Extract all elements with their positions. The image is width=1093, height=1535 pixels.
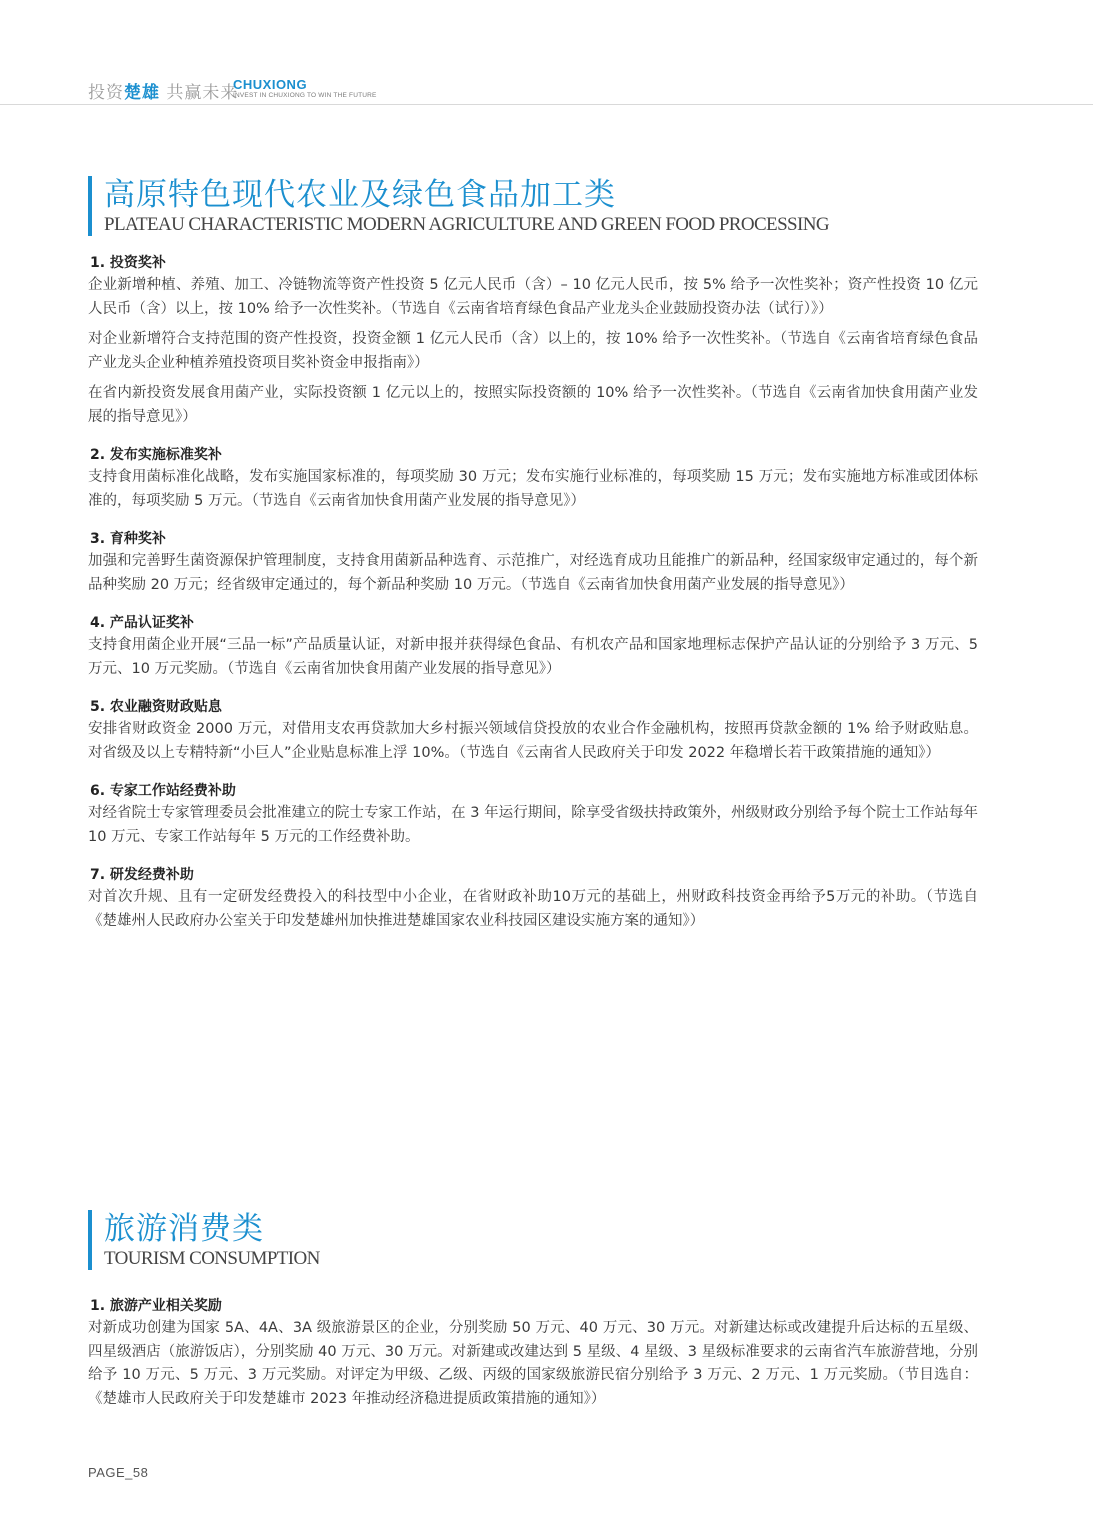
item-paragraph: 对新成功创建为国家 5A、4A、3A 级旅游景区的企业，分别奖励 50 万元、40 万元、30 万元。对新建达标或改建提升后达标的五星级、四星级酒店（旅游饭店），分别奖励 40 万元、30 万元。对新建或改建达到 5 星级、4 星级、3 星级标准要求的云南省汽车旅游营地，分别给予 10 万元、5 万元、3 万元奖励。对评定为甲级、乙级、丙级的国家级旅游民宿分别给予 3 万元、2 万元、1 万元奖励。（节目选自：《楚雄市人民政府关于印发楚雄市 2023 年推动经济稳进提质政策措施的通知》） bbox=[88, 1320, 978, 1407]
section-body-tourism bbox=[88, 1295, 978, 1411]
item-paragraph: 安排省财政资金 2000 万元，对借用支农再贷款加大乡村振兴领域信贷投放的农业合作金融机构，按照再贷款金额的 1% 给予财政贴息。对省级及以上专精特新“小巨人”企业贴息标准上浮 10%。（节选自《云南省人民政府关于印发 2022 年稳增长若干政策措施的通知》） bbox=[88, 721, 978, 761]
section-body-agriculture bbox=[88, 252, 978, 933]
item-heading: 7. 研发经费补助 bbox=[90, 867, 194, 883]
brand-tagline-en: INVEST IN CHUXIONG TO WIN THE FUTURE bbox=[233, 92, 377, 99]
item-paragraph: 在省内新投资发展食用菌产业，实际投资额 1 亿元以上的，按照实际投资额的 10% 给予一次性奖补。（节选自《云南省加快食用菌产业发展的指导意见》） bbox=[88, 385, 978, 425]
item-paragraph: 对企业新增符合支持范围的资产性投资，投资金额 1 亿元人民币（含）以上的，按 10% 给予一次性奖补。（节选自《云南省培育绿色食品产业龙头企业种植养殖投资项目奖补资金申报指南》） bbox=[88, 331, 978, 371]
section-title-en: PLATEAU CHARACTERISTIC MODERN AGRICULTURE AND GREEN FOOD PROCESSING bbox=[104, 214, 829, 235]
brand-slogan-part-1: 投资 bbox=[88, 83, 124, 103]
item-heading: 5. 农业融资财政贴息 bbox=[90, 699, 222, 715]
brand-slogan-part-2: 楚雄 bbox=[124, 83, 160, 103]
page-number: PAGE_58 bbox=[88, 1465, 149, 1480]
item-heading: 3. 育种奖补 bbox=[90, 531, 166, 547]
brand-slogan-cn bbox=[88, 78, 238, 103]
item-heading: 6. 专家工作站经费补助 bbox=[90, 783, 236, 799]
item-heading: 4. 产品认证奖补 bbox=[90, 615, 194, 631]
section-title-cn: 旅游消费类 bbox=[104, 1211, 264, 1247]
section-title-cn: 高原特色现代农业及绿色食品加工类 bbox=[104, 177, 616, 213]
item-paragraph: 对经省院士专家管理委员会批准建立的院士专家工作站，在 3 年运行期间，除享受省级扶持政策外，州级财政分别给予每个院士工作站每年 10 万元、专家工作站每年 5 万元的工作经费补助。 bbox=[88, 805, 978, 845]
brand-slogan-part-3: 共赢未来 bbox=[160, 83, 239, 103]
item-heading: 2. 发布实施标准奖补 bbox=[90, 447, 222, 463]
item-paragraph: 支持食用菌标准化战略，发布实施国家标准的，每项奖励 30 万元；发布实施行业标准的，每项奖励 15 万元；发布实施地方标准或团体标准的，每项奖励 5 万元。（节选自《云南省加快食用菌产业发展的指导意见》） bbox=[88, 469, 978, 509]
item-paragraph: 企业新增种植、养殖、加工、冷链物流等资产性投资 5 亿元人民币（含）– 10 亿元人民币，按 5% 给予一次性奖补；资产性投资 10 亿元人民币（含）以上，按 10% 给予一次性奖补。（节选自《云南省培育绿色食品产业龙头企业鼓励投资办法（试行）》） bbox=[88, 277, 978, 317]
page-header bbox=[0, 0, 1093, 105]
item-heading: 1. 旅游产业相关奖励 bbox=[90, 1298, 222, 1314]
section-heading-agriculture bbox=[88, 176, 829, 236]
item-paragraph: 加强和完善野生菌资源保护管理制度，支持食用菌新品种选育、示范推广，对经选育成功且能推广的新品种，经国家级审定通过的，每个新品种奖励 20 万元；经省级审定通过的，每个新品种奖励 10 万元。（节选自《云南省加快食用菌产业发展的指导意见》） bbox=[88, 553, 978, 593]
item-heading: 1. 投资奖补 bbox=[90, 255, 166, 271]
section-title-en: TOURISM CONSUMPTION bbox=[104, 1248, 320, 1269]
section-heading-tourism bbox=[88, 1210, 320, 1270]
item-paragraph: 对首次升规、且有一定研发经费投入的科技型中小企业，在省财政补助10万元的基础上，州财政科技资金再给予5万元的补助。（节选自《楚雄州人民政府办公室关于印发楚雄州加快推进楚雄国家农业科技园区建设实施方案的通知》） bbox=[88, 889, 978, 929]
brand-name-en: CHUXIONG bbox=[233, 77, 308, 92]
item-paragraph: 支持食用菌企业开展“三品一标”产品质量认证，对新申报并获得绿色食品、有机农产品和国家地理标志保护产品认证的分别给予 3 万元、5 万元、10 万元奖励。（节选自《云南省加快食用菌产业发展的指导意见》） bbox=[88, 637, 978, 677]
